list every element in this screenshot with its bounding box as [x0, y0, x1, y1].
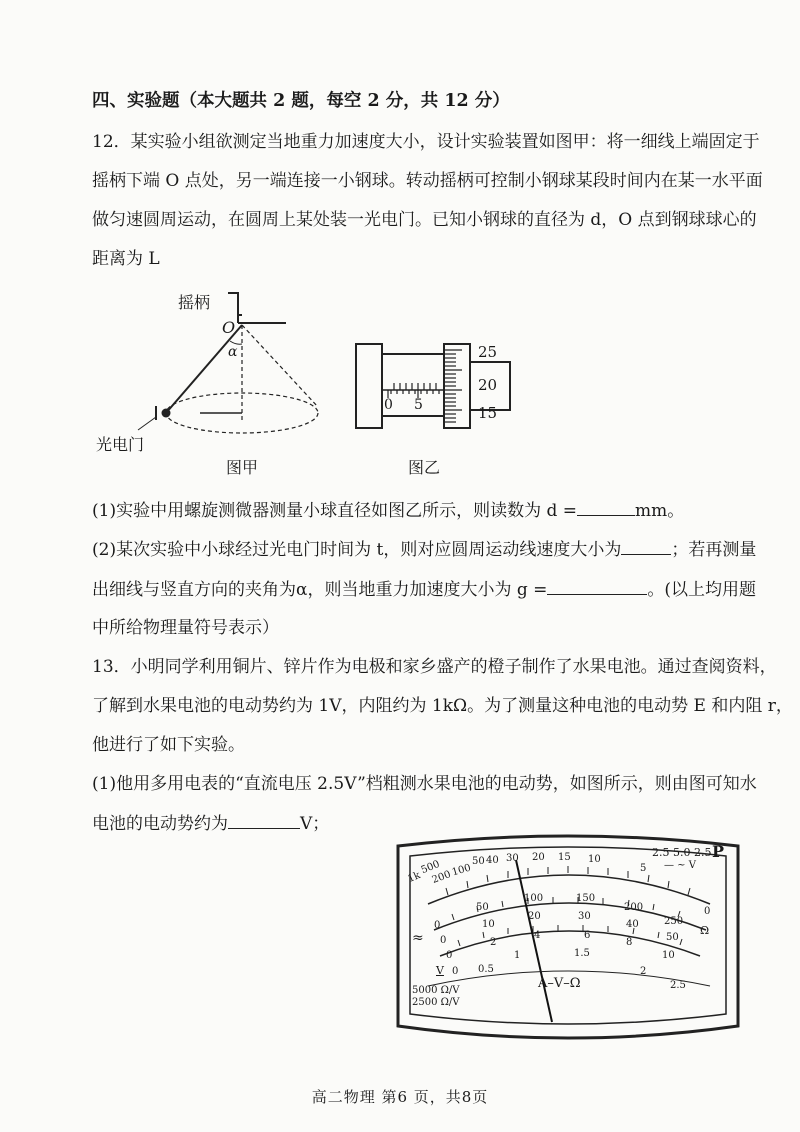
dc2-label-40: 40 — [626, 919, 639, 930]
dc-label-100: 100 — [524, 893, 544, 904]
q12-sub2-line1 — [92, 538, 792, 561]
dc-label-0: 0 — [434, 920, 441, 931]
ac-label-8: 8 — [626, 937, 633, 948]
range-label: 2.5 5.0 2.5 — [652, 846, 712, 859]
ac-label-4: 4 — [534, 930, 541, 941]
ohm-label-10: 10 — [588, 854, 601, 865]
thimble-ticks — [444, 350, 462, 422]
alpha-label: α — [228, 344, 238, 360]
dc-label-250: 250 — [664, 916, 684, 927]
ohm-label-0: 0 — [704, 906, 711, 917]
q13-line-3: 他进行了如下实验。 — [92, 735, 245, 755]
ac-symbol: ≈ — [412, 930, 424, 946]
ac-label-2: 2 — [490, 937, 497, 948]
q13-sub1-text: 电池的电动势约为 — [92, 814, 228, 834]
thimble-20: 20 — [478, 376, 498, 394]
page-footer: 高二物理 第6 页，共8页 — [311, 1088, 489, 1106]
photogate-label: 光电门 — [96, 435, 145, 454]
ac-label-0: 0 — [446, 950, 453, 961]
ac-label-6: 6 — [584, 930, 591, 941]
main-scale-0: 0 — [384, 397, 393, 413]
sensitivity-1: 5000 Ω/V — [412, 985, 460, 996]
sensitivity-2: 2500 Ω/V — [412, 997, 460, 1008]
q12-sub2-line2 — [92, 578, 792, 601]
ohm-label-20: 20 — [532, 852, 545, 863]
ohm-label-100: 100 — [450, 862, 473, 879]
ohm-label-200: 200 — [430, 869, 453, 886]
dc-label-200: 200 — [624, 902, 644, 913]
figure-a-caption: 图甲 — [226, 458, 259, 477]
ac2-label-2.5: 2.5 — [670, 980, 686, 991]
ohm-label-500: 500 — [419, 858, 442, 877]
q12-sub1-text: (1)实验中用螺旋测微器测量小球直径如图乙所示，则读数为 d = — [92, 501, 578, 521]
ac2-label-1: 1 — [514, 950, 521, 961]
anvil-block — [356, 344, 382, 428]
q12-line-2: 摇柄下端 O 点处，另一端连接一小钢球。转动摇柄可控制小钢球某段时间内在某一水平面 — [92, 171, 763, 191]
figure-conical-pendulum — [90, 285, 350, 455]
answer-blank-g[interactable] — [547, 578, 647, 595]
dc2-label-0: 0 — [440, 935, 447, 946]
omega-symbol: Ω — [700, 924, 710, 937]
ac2-label-1.5: 1.5 — [574, 948, 590, 959]
q12-sub2-line2-tail: 。(以上均用题 — [647, 580, 757, 600]
brand-label: P — [712, 842, 725, 861]
q13-line-1: 13．小明同学利用铜片、锌片作为电极和家乡盛产的橙子制作了水果电池。通过查阅资料， — [92, 657, 777, 677]
dc2-label-20: 20 — [528, 911, 541, 922]
ac2-label-0.5: 0.5 — [478, 964, 494, 975]
ohm-label-50: 50 — [472, 856, 485, 867]
q12-sub2-line2-text: 出细线与竖直方向的夹角为α，则当地重力加速度大小为 g = — [92, 580, 548, 600]
q12-sub2-line3: 中所给物理量符号表示） — [92, 618, 279, 638]
ohm-label-5: 5 — [640, 863, 647, 874]
dc2-label-30: 30 — [578, 911, 591, 922]
dc2-label-10: 10 — [482, 919, 495, 930]
answer-blank-emf[interactable] — [228, 812, 300, 829]
q12-sub1-unit: mm。 — [635, 501, 685, 521]
ac2-label-2: 2 — [640, 966, 647, 977]
dc-label-150: 150 — [576, 893, 596, 904]
ac-label-10: 10 — [662, 950, 675, 961]
ohm-label-30: 30 — [506, 853, 519, 864]
q12-sub1 — [92, 499, 792, 522]
main-scale-5: 5 — [414, 397, 423, 413]
string — [166, 325, 242, 413]
thimble-15: 15 — [478, 404, 498, 422]
q13-line-2: 了解到水果电池的电动势约为 1V，内阻约为 1kΩ。为了测量这种电池的电动势 E 和内阻 r， — [92, 696, 793, 716]
cone-dashed-right — [242, 325, 318, 407]
ohm-label-40: 40 — [486, 855, 499, 866]
mode-symbols: — ~ V — [664, 860, 696, 871]
handle-label: 摇柄 — [178, 293, 211, 312]
q12-line-4: 距离为 L — [92, 249, 160, 269]
ohm-label-1k: 1k — [406, 869, 423, 886]
q12-sub2-mid: ；若再测量 — [671, 540, 757, 560]
answer-blank-d[interactable] — [577, 499, 635, 516]
dc-label-50: 50 — [476, 902, 489, 913]
q12-sub2-text: (2)某次实验中小球经过光电门时间为 t，则对应圆周运动线速度大小为 — [92, 540, 622, 560]
steel-ball — [162, 409, 171, 418]
q12-line-3: 做匀速圆周运动，在圆周上某处装一光电门。已知小钢球的直径为 d，O 点到钢球球心的 — [92, 210, 757, 230]
answer-blank-v[interactable] — [621, 538, 671, 555]
ac2-label-0: 0 — [452, 966, 459, 977]
q13-line-4: (1)他用多用电表的“直流电压 2.5V”档粗测水果电池的电动势，如图所示，则由图可知水 — [92, 774, 757, 794]
meter-center-label: A–V–Ω — [538, 976, 581, 991]
handle-shape — [228, 293, 242, 315]
q13-sub1-unit: V； — [300, 814, 330, 834]
q12-line-1: 12．某实验小组欲测定当地重力加速度大小，设计实验装置如图甲：将一细线上端固定于 — [92, 132, 760, 152]
ohm-label-15: 15 — [558, 852, 571, 863]
figure-b-caption: 图乙 — [408, 458, 441, 477]
dc-symbol: V — [436, 964, 444, 977]
thimble-25: 25 — [478, 343, 498, 361]
section-title: 四、实验题（本大题共 2 题，每空 2 分，共 12 分） — [92, 91, 510, 111]
point-o-label: O — [222, 318, 236, 337]
dc2-label-50: 50 — [666, 932, 679, 943]
